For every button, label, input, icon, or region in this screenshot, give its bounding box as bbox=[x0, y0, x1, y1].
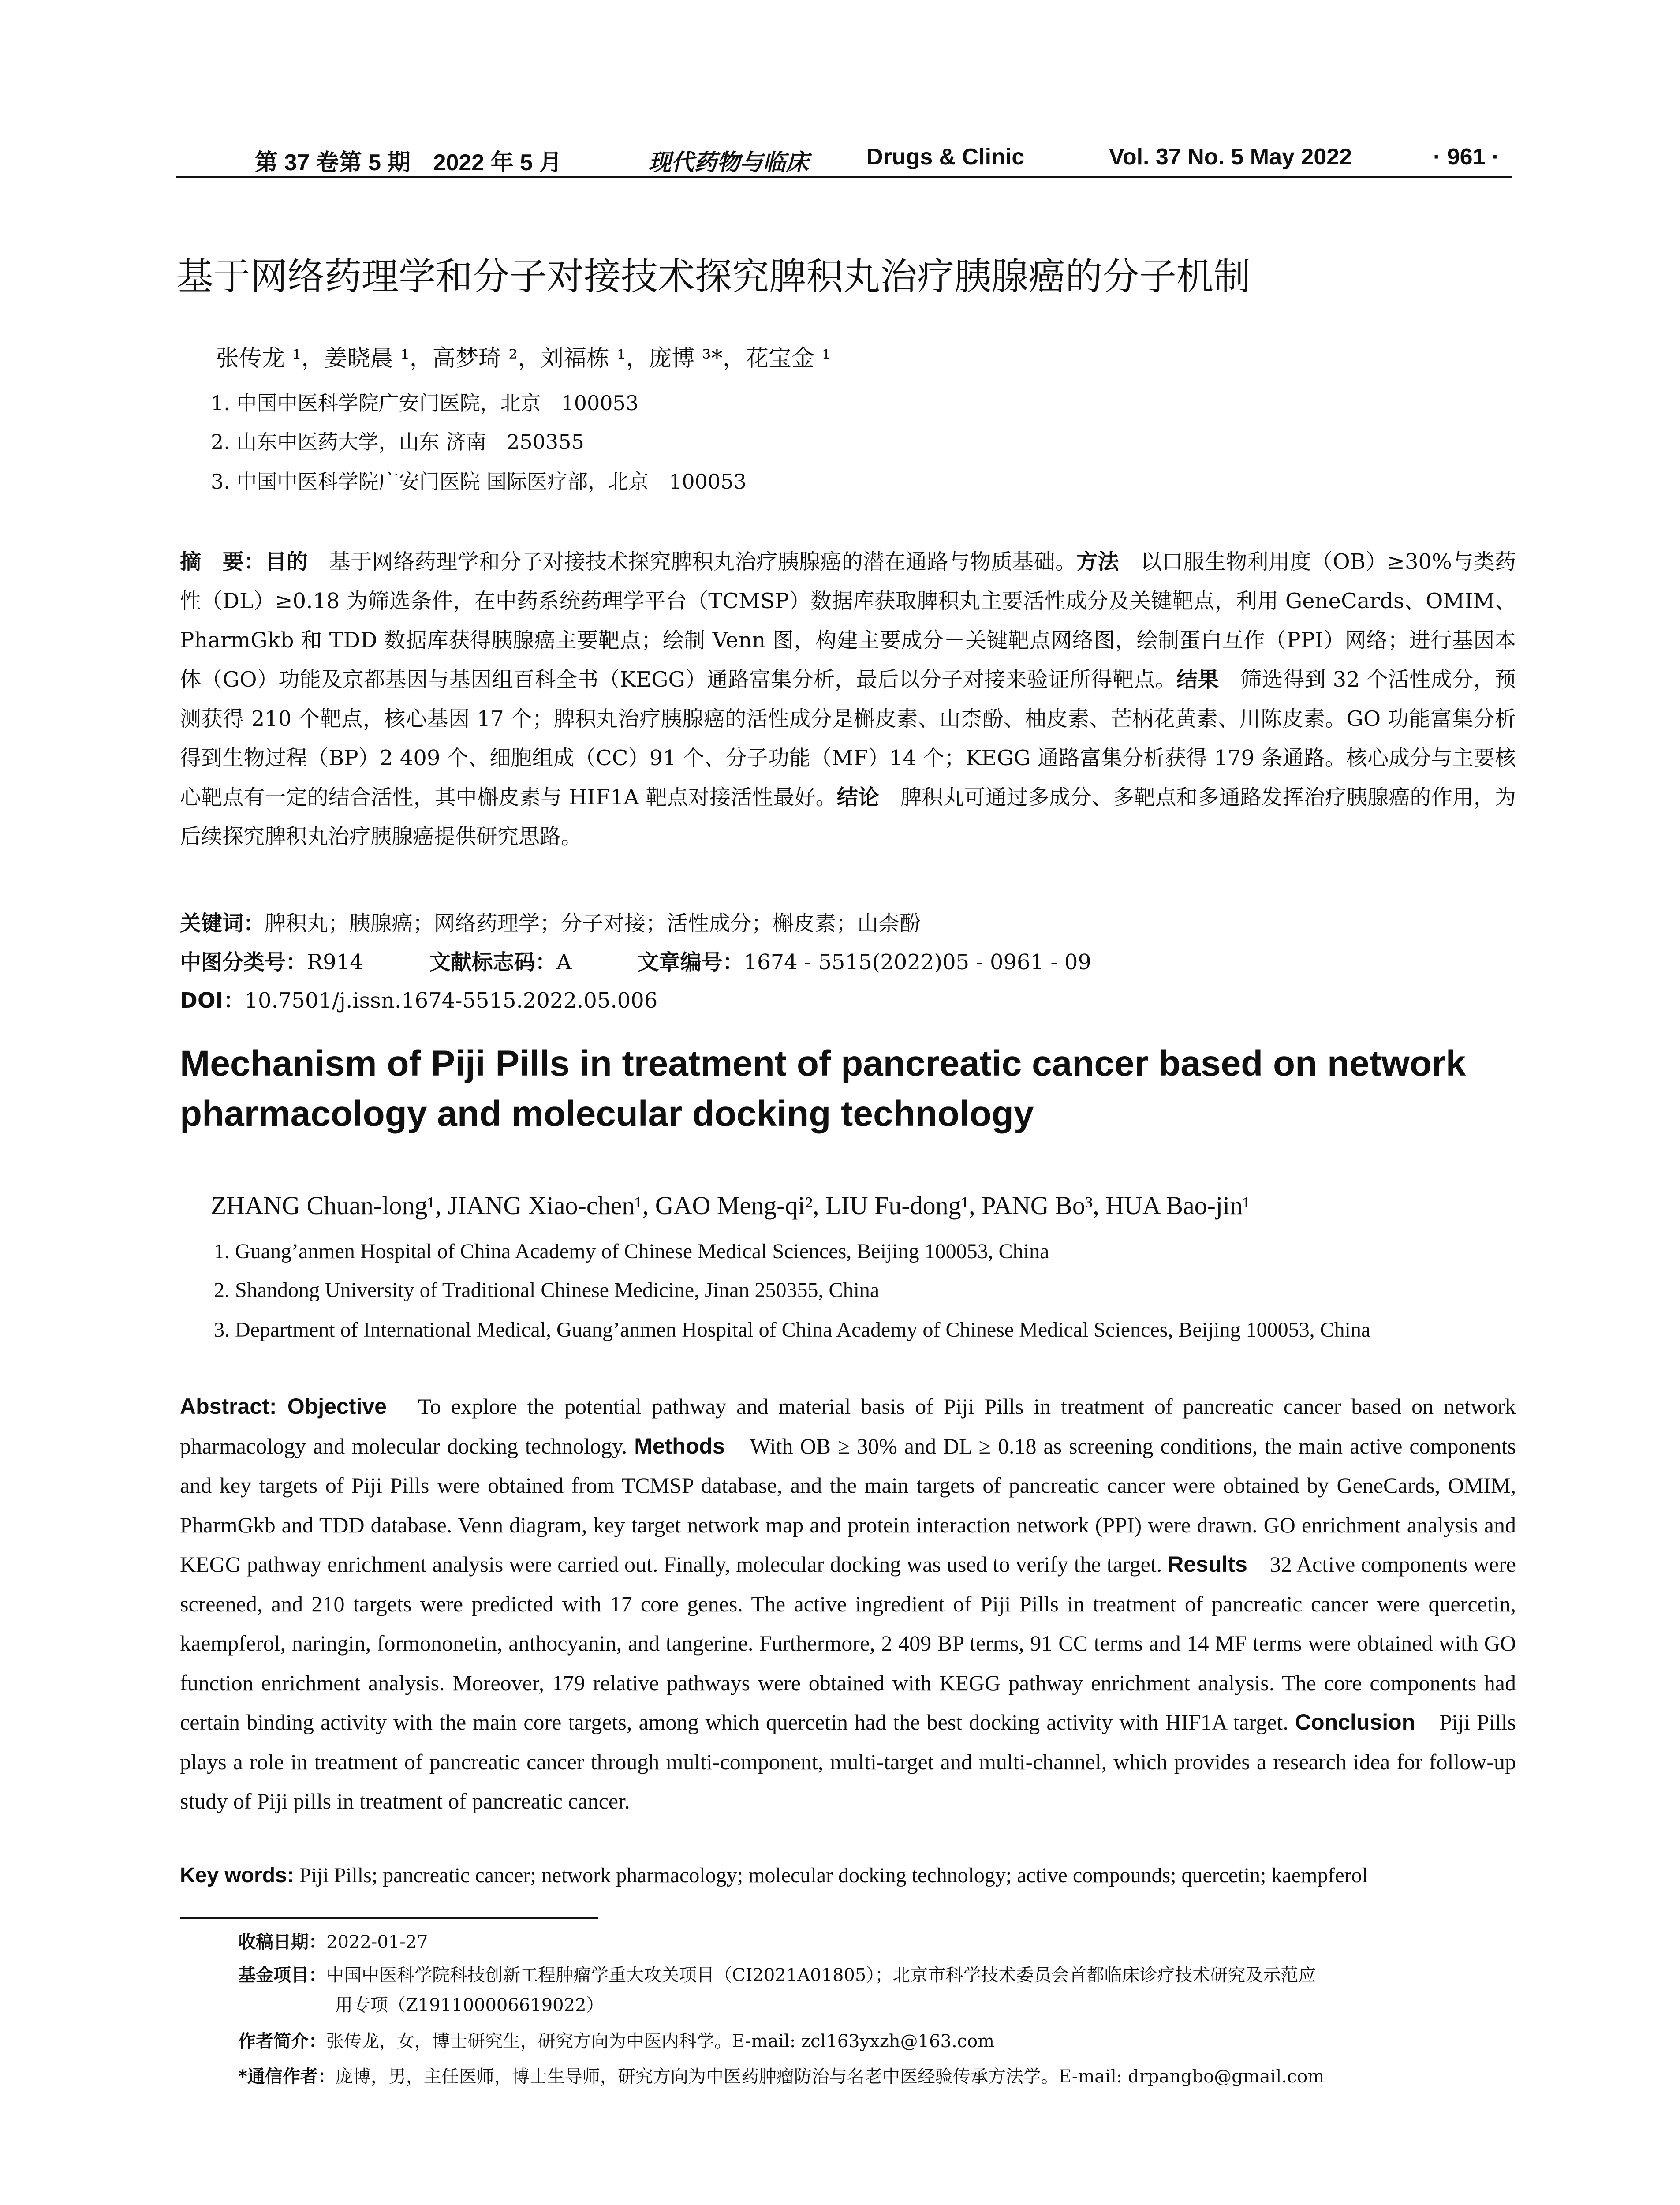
doc-code-label: 文献标志码： bbox=[429, 950, 556, 975]
en-methods-label: Methods bbox=[634, 1433, 725, 1458]
results-text: 筛选得到 32 个活性成分，预测获得 210 个靶点，核心基因 17 个；脾积丸治疗胰腺癌的活性成分是槲皮素、山柰酚、柚皮素、芒柄花黄素、川陈皮素。GO 功能富集分析得到生物过程（BP）2 409 个、细胞组成（CC）91 个、分子功能（MF）14 个；KEGG 通路富集分析获得 179 条通路。核心成分与主要核心靶点有一定的结合活性，其中槲皮素与 HIF1A 靶点对接活性最好。 bbox=[180, 667, 1516, 810]
footnote-received bbox=[238, 1927, 1512, 1957]
en-methods-text: With OB ≥ 30% and DL ≥ 0.18 as screening conditions, the main active components and key targets of Piji Pills were obtained from TCMSP database, and the main targets of pancreatic cancer were obtained by GeneCards, OMIM, PharmGkb and TDD database. Venn diagram, key target network map and protein interaction network (PPI) were drawn. GO enrichment analysis and KEGG pathway enrichment analysis were carried out. Finally, molecular docking was used to verify the target. bbox=[180, 1433, 1516, 1577]
chinese-title: 基于网络药理学和分子对接技术探究脾积丸治疗胰腺癌的分子机制 bbox=[176, 255, 1251, 298]
conclusion-label: 结论 bbox=[836, 785, 880, 810]
footnote-corresponding bbox=[238, 2062, 1512, 2092]
footnote-rule bbox=[180, 1917, 598, 1919]
fund-label: 基金项目： bbox=[238, 1965, 326, 1985]
header-issue-en: Vol. 37 No. 5 May 2022 bbox=[1109, 144, 1352, 170]
received-value: 2022-01-27 bbox=[326, 1932, 428, 1952]
objective-label: 目的 bbox=[265, 549, 308, 574]
chinese-affiliation-3: 3. 中国中医科学院广安门医院 国际医疗部，北京 100053 bbox=[211, 470, 747, 493]
en-keywords-label: Key words: bbox=[180, 1864, 294, 1887]
en-objective-text: To explore the potential pathway and material basis of Piji Pills in treatment of pancreatic cancer based on network pharmacology and molecular docking technology. bbox=[180, 1394, 1516, 1458]
en-conclusion-text: Piji Pills plays a role in treatment of pancreatic cancer through multi-component, multi-target and multi-channel, which provides a research idea for follow-up study of Piji pills in treatment of pancreatic cancer. bbox=[180, 1710, 1516, 1813]
author-text: 张传龙，女，博士研究生，研究方向为中医内科学。E-mail: zcl163yxzh@163.com bbox=[326, 2031, 995, 2052]
keywords-label: 关键词： bbox=[180, 911, 265, 936]
conclusion-text: 脾积丸可通过多成分、多靶点和多通路发挥治疗胰腺癌的作用，为后续探究脾积丸治疗胰腺癌提供研究思路。 bbox=[180, 785, 1516, 849]
article-no-label: 文章编号： bbox=[638, 950, 744, 975]
english-title: Mechanism of Piji Pills in treatment of pancreatic cancer based on network pharmacology and molecular docking technology bbox=[180, 1043, 1466, 1134]
clc-label: 中图分类号： bbox=[180, 950, 307, 975]
english-affiliation-1: 1. Guang’anmen Hospital of China Academy of Chinese Medical Sciences, Beijing 100053, China bbox=[214, 1240, 1049, 1263]
chinese-abstract bbox=[180, 542, 1516, 856]
methods-label: 方法 bbox=[1076, 549, 1120, 574]
corresponding-text: 庞博，男，主任医师，博士生导师，研究方向为中医药肿瘤防治与名老中医经验传承方法学。E-mail: drpangbo@gmail.com bbox=[335, 2067, 1325, 2087]
doi-label: DOI： bbox=[180, 988, 245, 1013]
header-issue-cn: 第 37 卷第 5 期 2022 年 5 月 bbox=[255, 150, 562, 176]
fund-text-line2: 用专项（Z191100006619022） bbox=[335, 1995, 604, 2015]
chinese-keywords bbox=[180, 906, 921, 937]
english-affiliation-3: 3. Department of International Medical, Guang’anmen Hospital of China Academy of Chinese Medical Sciences, Beijing 100053, China bbox=[214, 1318, 1371, 1342]
english-affiliation-2: 2. Shandong University of Traditional Chinese Medicine, Jinan 250355, China bbox=[214, 1278, 880, 1302]
received-label: 收稿日期： bbox=[238, 1932, 326, 1952]
doi-line bbox=[180, 983, 657, 1014]
en-results-text: 32 Active components were screened, and 210 targets were predicted with 17 core genes. The active ingredient of Piji Pills in treatment of pancreatic cancer were quercetin, kaempferol, naringin, formononetin, anthocyanin, and tangerine. Furthermore, 2 409 BP terms, 91 CC terms and 14 MF terms were obtained with GO function enrichment analysis. Moreover, 179 relative pathways were obtained with KEGG pathway enrichment analysis. The core components had certain binding activity with the main core targets, among which quercetin had the best docking activity with HIF1A target. bbox=[180, 1552, 1516, 1734]
clc-value: R914 bbox=[307, 950, 363, 975]
corresponding-label: *通信作者： bbox=[238, 2067, 336, 2087]
doi-value: 10.7501/j.issn.1674-5515.2022.05.006 bbox=[244, 988, 658, 1013]
chinese-authors: 张传龙 ¹，姜晓晨 ¹，高梦琦 ²，刘福栋 ¹，庞博 ³*，花宝金 ¹ bbox=[216, 345, 831, 372]
english-abstract bbox=[180, 1387, 1516, 1821]
chinese-affiliation-1: 1. 中国中医科学院广安门医院，北京 100053 bbox=[211, 391, 639, 415]
objective-text: 基于网络药理学和分子对接技术探究脾积丸治疗胰腺癌的潜在通路与物质基础。 bbox=[308, 549, 1077, 574]
footnote-fund bbox=[238, 1960, 1512, 2020]
english-keywords bbox=[180, 1863, 1368, 1887]
en-objective-label: Abstract: Objective bbox=[180, 1394, 387, 1419]
footnote-author bbox=[238, 2026, 1512, 2056]
chinese-affiliation-2: 2. 山东中医药大学，山东 济南 250355 bbox=[211, 430, 584, 454]
running-header bbox=[176, 140, 1512, 178]
english-authors: ZHANG Chuan-long¹, JIANG Xiao-chen¹, GAO Meng-qi², LIU Fu-dong¹, PANG Bo³, HUA Bao-jin¹ bbox=[211, 1191, 1251, 1220]
header-page-number: · 961 · bbox=[1433, 144, 1500, 170]
classification-line bbox=[180, 945, 1091, 975]
en-conclusion-label: Conclusion bbox=[1295, 1710, 1415, 1734]
header-journal-cn: 现代药物与临床 bbox=[648, 149, 809, 176]
fund-text-line1: 中国中医科学院科技创新工程肿瘤学重大攻关项目（CI2021A01805）；北京市科学技术委员会首都临床诊疗技术研究及示范应 bbox=[326, 1965, 1316, 1985]
en-results-label: Results bbox=[1168, 1552, 1247, 1577]
en-keywords-text: Piji Pills; pancreatic cancer; network pharmacology; molecular docking technology; active compounds; quercetin; kaempferol bbox=[294, 1864, 1368, 1887]
abstract-label: 摘 要： bbox=[180, 549, 265, 574]
header-journal-en: Drugs & Clinic bbox=[866, 144, 1025, 170]
author-label: 作者简介： bbox=[238, 2031, 326, 2052]
results-label: 结果 bbox=[1176, 667, 1219, 692]
methods-text: 以口服生物利用度（OB）≥30%与类药性（DL）≥0.18 为筛选条件，在中药系统药理学平台（TCMSP）数据库获取脾积丸主要活性成分及关键靶点，利用 GeneCards、OMIM、PharmGkb 和 TDD 数据库获得胰腺癌主要靶点；绘制 Venn 图，构建主要成分－关键靶点网络图，绘制蛋白互作（PPI）网络；进行基因本体（GO）功能及京都基因与基因组百科全书（KEGG）通路富集分析，最后以分子对接来验证所得靶点。 bbox=[180, 549, 1516, 692]
doc-code-value: A bbox=[556, 950, 572, 975]
article-no-value: 1674 - 5515(2022)05 - 0961 - 09 bbox=[743, 950, 1091, 975]
keywords-text: 脾积丸；胰腺癌；网络药理学；分子对接；活性成分；槲皮素；山柰酚 bbox=[265, 911, 921, 936]
